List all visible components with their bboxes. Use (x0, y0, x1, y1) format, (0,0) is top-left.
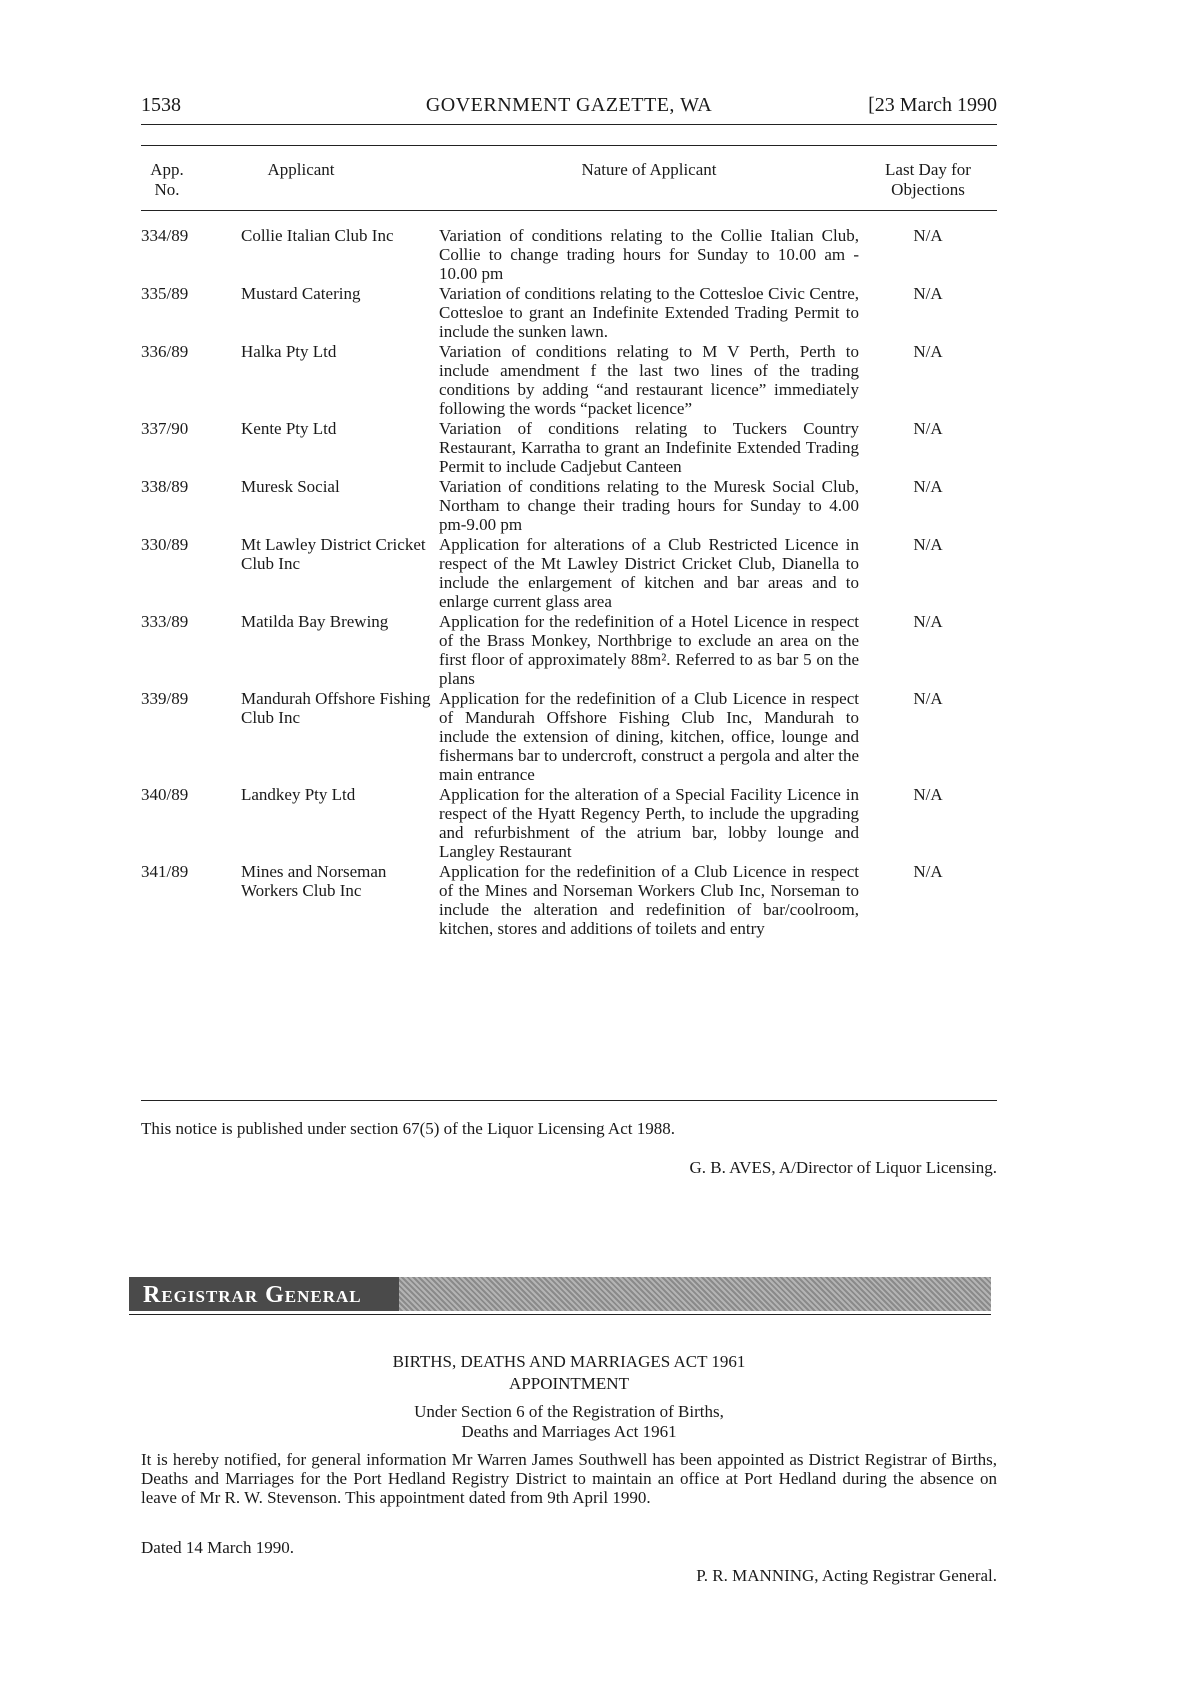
notice-text: This notice is published under section 67(5) of the Liquor Licensing Act 1988. (141, 1119, 675, 1138)
table-bottom-rule (141, 1100, 997, 1101)
cell-app-no: 336/89 (141, 342, 189, 361)
cell-app-no: 335/89 (141, 284, 189, 303)
banner-rule (129, 1314, 991, 1315)
cell-nature: Application for the alteration of a Special Facility Licence in respect of the Hyatt Regency Perth, to include the upgrading and refurbishment of the atrium bar, lobby lounge and Langley Restaurant (439, 785, 859, 861)
column-header-applicant: Applicant (267, 160, 335, 179)
cell-objections: N/A (913, 226, 943, 245)
table-row (141, 535, 997, 612)
header-rule (141, 124, 997, 125)
column-header-nature: Nature of Applicant (581, 160, 717, 179)
cell-nature: Variation of conditions relating to Tuckers Country Restaurant, Karratha to grant an Indefinite Extended Trading Permit to include Cadjebut Canteen (439, 419, 859, 476)
cell-objections: N/A (913, 862, 943, 881)
column-header-app-no: App. No. (150, 160, 184, 199)
cell-applicant: Mustard Catering (241, 284, 361, 303)
page-header (141, 94, 997, 124)
registrar-signature: P. R. MANNING, Acting Registrar General. (696, 1566, 997, 1585)
gazette-title: GOVERNMENT GAZETTE, WA (425, 94, 713, 116)
cell-objections: N/A (913, 477, 943, 496)
cell-applicant: Collie Italian Club Inc (241, 226, 394, 245)
applications-table (141, 226, 997, 939)
cell-objections: N/A (913, 535, 943, 554)
section-banner-title: Registrar General (143, 1282, 362, 1308)
cell-objections: N/A (913, 612, 943, 631)
cell-objections: N/A (913, 785, 943, 804)
cell-app-no: 339/89 (141, 689, 189, 708)
dated-line: Dated 14 March 1990. (141, 1538, 294, 1557)
cell-objections: N/A (913, 419, 943, 438)
appointment-notice: It is hereby notified, for general information Mr Warren James Southwell has been appointed as District Registrar of Births, Deaths and Marriages for the Port Hedland Registry District to maintain an office at Port Hedland during the absence on leave of Mr R. W. Stevenson. This appointment dated from 9th April 1990. (141, 1450, 997, 1507)
cell-nature: Variation of conditions relating to M V Perth, Perth to include amendment f the last two lines of the trading conditions by adding “and restaurant licence” immediately following the words “packet licence” (439, 342, 859, 418)
table-row (141, 612, 997, 689)
table-row (141, 477, 997, 535)
cell-nature: Application for alterations of a Club Restricted Licence in respect of the Mt Lawley District Cricket Club, Dianella to include the enlargement of kitchen and bar areas and to enlarge current glass area (439, 535, 859, 611)
table-top-rule (141, 145, 997, 146)
table-header-rule (141, 210, 997, 211)
cell-applicant: Halka Pty Ltd (241, 342, 337, 361)
cell-applicant: Matilda Bay Brewing (241, 612, 389, 631)
page-number: 1538 (141, 94, 181, 116)
cell-applicant: Mandurah Offshore Fishing Club Inc (241, 689, 431, 727)
cell-applicant: Muresk Social (241, 477, 340, 496)
table-row (141, 226, 997, 284)
cell-nature: Variation of conditions relating to the Muresk Social Club, Northam to change their trading hours for Sunday to 4.00 pm-9.00 pm (439, 477, 859, 534)
cell-objections: N/A (913, 689, 943, 708)
cell-nature: Variation of conditions relating to the Collie Italian Club, Collie to change trading hours for Sunday to 10.00 am - 10.00 pm (439, 226, 859, 283)
table-row (141, 342, 997, 419)
director-signature: G. B. AVES, A/Director of Liquor Licensing. (689, 1158, 997, 1177)
cell-app-no: 338/89 (141, 477, 189, 496)
table-row (141, 689, 997, 785)
cell-nature: Application for the redefinition of a Club Licence in respect of Mandurah Offshore Fishing Club Inc, Mandurah to include the extension of dining, kitchen, office, lounge and fishermans bar to undercroft, construct a pergola and alter the main entrance (439, 689, 859, 784)
table-row (141, 862, 997, 939)
cell-applicant: Mines and Norseman Workers Club Inc (241, 862, 387, 900)
cell-nature: Application for the redefinition of a Club Licence in respect of the Mines and Norseman Workers Club Inc, Norseman to include the alteration and redefinition of bar/coolroom, kitchen, stores and additions of toilets and entry (439, 862, 859, 938)
cell-objections: N/A (913, 342, 943, 361)
cell-app-no: 340/89 (141, 785, 189, 804)
table-row (141, 419, 997, 477)
section-reference-2: Deaths and Marriages Act 1961 (461, 1422, 677, 1441)
cell-app-no: 334/89 (141, 226, 189, 245)
cell-objections: N/A (913, 284, 943, 303)
appointment-heading: APPOINTMENT (509, 1374, 629, 1393)
cell-app-no: 341/89 (141, 862, 189, 881)
cell-applicant: Kente Pty Ltd (241, 419, 337, 438)
table-row (141, 284, 997, 342)
section-reference-1: Under Section 6 of the Registration of Births, (414, 1402, 724, 1421)
cell-app-no: 330/89 (141, 535, 189, 554)
act-title: BIRTHS, DEATHS AND MARRIAGES ACT 1961 (392, 1352, 746, 1371)
cell-applicant: Landkey Pty Ltd (241, 785, 356, 804)
cell-app-no: 337/90 (141, 419, 189, 438)
issue-date: [23 March 1990 (868, 94, 997, 116)
column-header-last-day: Last Day for Objections (885, 160, 971, 199)
cell-applicant: Mt Lawley District Cricket Club Inc (241, 535, 426, 573)
table-row (141, 785, 997, 862)
cell-nature: Application for the redefinition of a Hotel Licence in respect of the Brass Monkey, Northbrige to exclude an area on the first floor of approximately 88m². Referred to as bar 5 on the plans (439, 612, 859, 688)
section-banner (129, 1277, 991, 1311)
cell-app-no: 333/89 (141, 612, 189, 631)
cell-nature: Variation of conditions relating to the Cottesloe Civic Centre, Cottesloe to grant an Indefinite Extended Trading Permit to include the sunken lawn. (439, 284, 859, 341)
